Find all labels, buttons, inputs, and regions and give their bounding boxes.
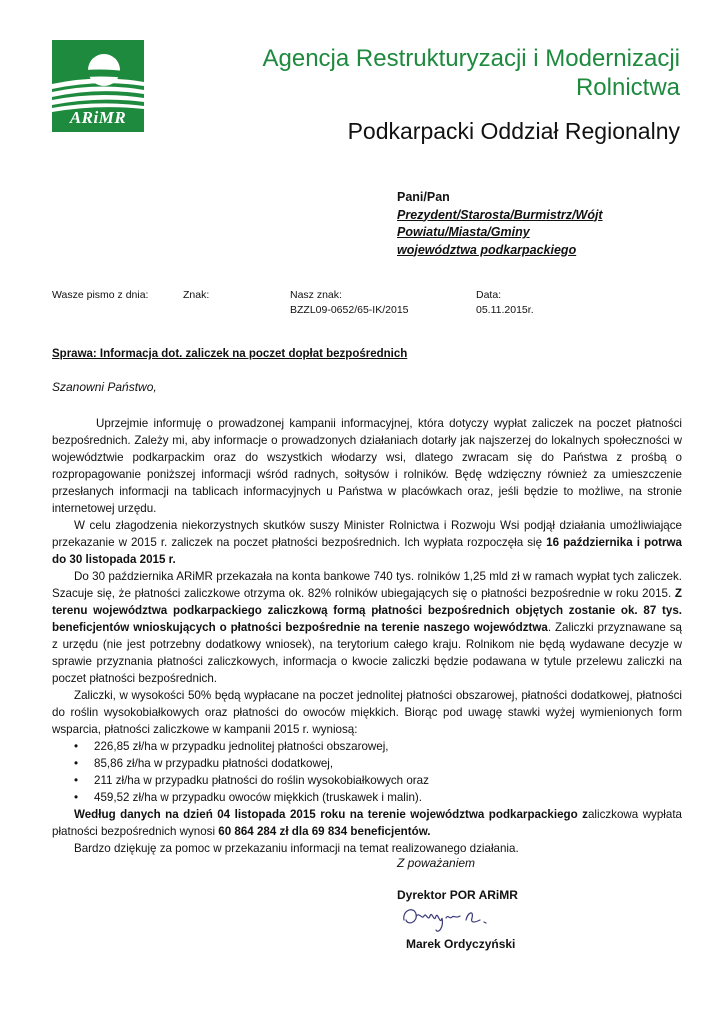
your-letter-label: Wasze pismo z dnia: (52, 289, 149, 301)
closing-phrase: Z poważaniem (397, 856, 476, 870)
handwritten-signature (400, 902, 490, 936)
paragraph-3-text-c: . Zaliczki przyznawane są z urzędu (nie jest potrzebny dodatkowy wniosek), na terytorium całego kraju. Rolnikom nie będą wydawane decyzje w sprawie przyznania płatności zaliczkowych, informacja o kwocie zaliczki będzie podawana w tytule przelewu zaliczki na poczet płatności bezpośrednich. (52, 621, 683, 685)
paragraph-3-bold: Z terenu województwa podkarpackiego zaliczkową formą płatności bezpośrednich objętych zostanie ok. 87 tys. beneficjentów wnioskujących o płatności bezpośrednie na terenie naszego województwa (52, 587, 682, 634)
agency-name (160, 44, 680, 102)
list-item: • 459,52 zł/ha w przypadku owoców miękkich (truskawek i malin). (52, 789, 682, 806)
list-item: • 226,85 zł/ha w przypadku jednolitej płatności obszarowej, (52, 738, 682, 755)
date-value: 05.11.2015r. (476, 304, 534, 316)
paragraph-5-bold-c: 60 864 284 zł dla 69 834 beneficjentów. (218, 825, 431, 838)
paragraph-5-bold-a: Według danych na dzień 04 listopada 2015 roku na terenie województwa podkarpackiego z (74, 808, 588, 821)
paragraph-4: Zaliczki, w wysokości 50% będą wypłacane na poczet jednolitej płatności obszarowej, płatności dodatkowej, płatności do roślin wysokobiałkowych oraz płatności do owoców miękkich. Biorąc pod uwagę stawki wyżej wymienionych form wsparcia, płatności zaliczkowe w kampanii 2015 r. wyniosą: (52, 689, 682, 736)
paragraph-2 (52, 517, 682, 568)
date-label: Data: (476, 289, 502, 301)
our-sign (290, 288, 409, 318)
logo-text: ARiMR (69, 108, 127, 127)
regional-office-title: Podkarpacki Oddział Regionalny (347, 118, 680, 144)
letter-body (52, 415, 682, 857)
our-sign-value: BZZL09-0652/65-IK/2015 (290, 304, 409, 316)
letter-greeting: Szanowni Państwo, (52, 380, 157, 394)
paragraph-2-text: W celu złagodzenia niekorzystnych skutków suszy Minister Rolnictwa i Rozwoju Wsi podjął działania umożliwiające przekazanie w 2015 r. zaliczek na poczet płatności bezpośrednich. Ich wypłata rozpoczęła się (52, 519, 682, 549)
agency-name-line2: Rolnictwa (575, 74, 680, 101)
paragraph-5-text: aliczkowa wypłata płatności bezpośrednich wynosi (52, 808, 682, 838)
date (476, 288, 534, 318)
paragraph-5 (52, 806, 682, 840)
our-sign-label: Nasz znak: (290, 289, 342, 301)
signatory-name: Marek Ordyczyński (406, 937, 516, 951)
addressee-line3: województwa podkarpackiego (397, 242, 577, 257)
signatory-role: Dyrektor POR ARiMR (397, 888, 518, 902)
paragraph-3 (52, 568, 682, 687)
addressee-salutation: Pani/Pan (397, 190, 450, 204)
rates-list (52, 738, 682, 806)
addressee-line2: Powiatu/Miasta/Gminy (397, 225, 530, 239)
paragraph-3-text-a: Do 30 października ARiMR przekazała na konta bankowe 740 tys. rolników 1,25 mld zł w ramach wypłat tych zaliczek. Szacuje się, że płatności zaliczkowe otrzyma ok. 82% rolników ubiegających się o płatności bezpośrednie w roku 2015. (52, 570, 682, 600)
agency-name-line1: Agencja Restrukturyzacji i Modernizacji (262, 45, 680, 72)
addressee-line1: Prezydent/Starosta/Burmistrz/Wójt (397, 207, 603, 222)
arimr-logo (52, 40, 144, 132)
list-item: • 211 zł/ha w przypadku płatności do roślin wysokobiałkowych oraz (52, 772, 682, 789)
paragraph-2-dates: 16 października i potrwa do 30 listopada 2015 r. (52, 536, 682, 566)
list-item: • 85,86 zł/ha w przypadku płatności dodatkowej, (52, 755, 682, 772)
paragraph-1: Uprzejmie informuję o prowadzonej kampanii informacyjnej, która dotyczy wypłat zaliczek na poczet płatności bezpośrednich. Zależy mi, aby informacje o prowadzonych działaniach dotarły jak najszerzej do lokalnych społeczności w województwie podkarpackim oraz do wszystkich włodarzy wsi, dlatego zwracam się do Państwa z prośbą o rozpropagowanie poniższej informacji wśród radnych, sołtysów i rolników. Będę wdzięczny również za umieszczenie przesłanych informacji na tablicach informacyjnych u Państwa w placówkach oraz, jeśli będzie to możliwe, na stronie internetowej urzędu. (52, 417, 682, 515)
letter-subject: Sprawa: Informacja dot. zaliczek na poczet dopłat bezpośrednich (52, 348, 408, 360)
addressee-block (397, 189, 603, 259)
sign-label: Znak: (183, 289, 210, 301)
paragraph-6: Bardzo dziękuję za pomoc w przekazaniu informacji na temat realizowanego działania. (74, 842, 519, 855)
